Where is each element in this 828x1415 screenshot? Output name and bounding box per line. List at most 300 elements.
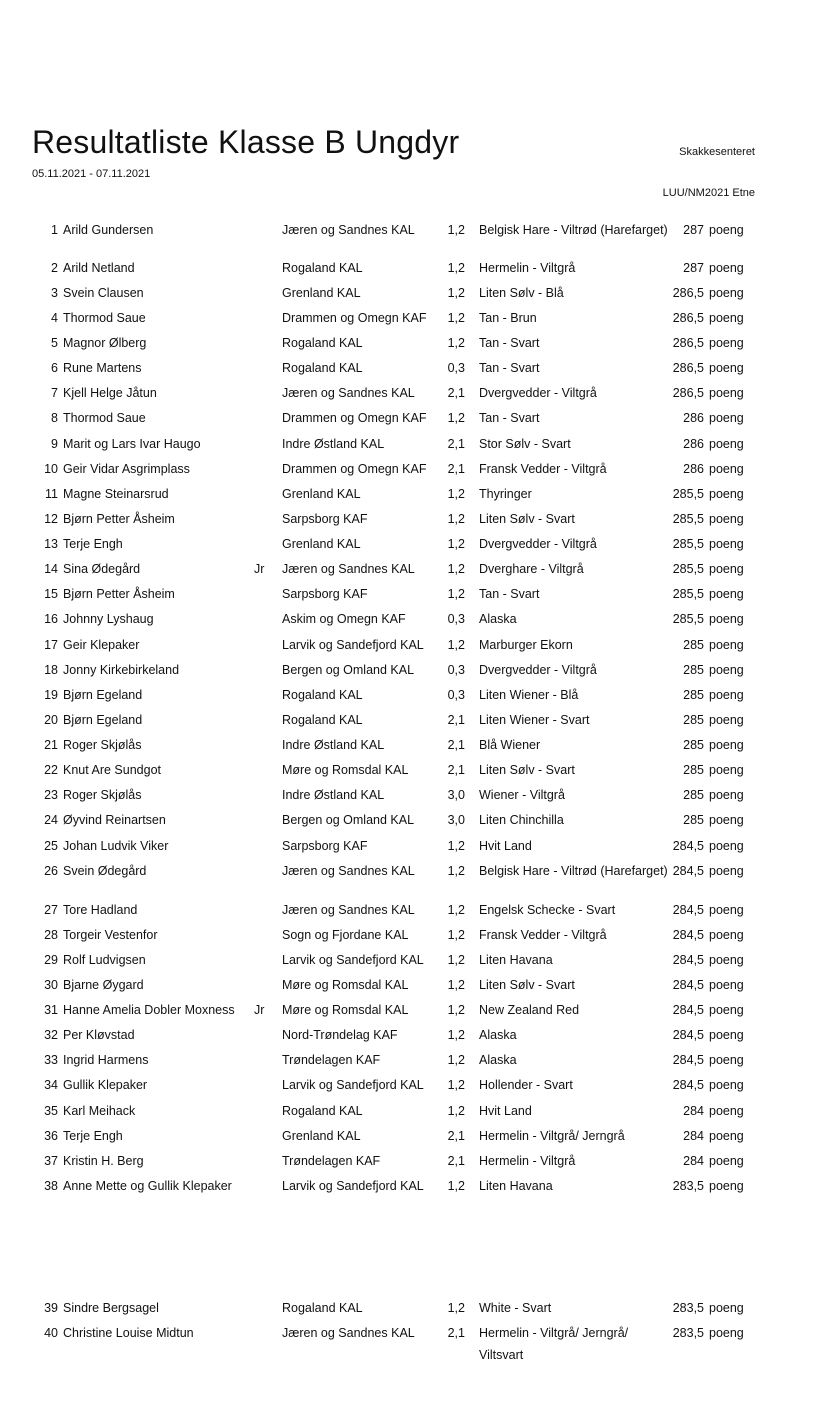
club-name: Jæren og Sandnes KAL (282, 386, 415, 400)
club-name: Grenland KAL (282, 1129, 361, 1143)
result-number: 27 (44, 903, 58, 917)
breed-name: Liten Sølv - Svart (479, 978, 575, 992)
exhibitor-name: Tore Hadland (63, 903, 138, 917)
breed-name: Hermelin - Viltgrå/ Jerngrå/ Viltsvart (479, 1326, 629, 1362)
result-row (0, 1076, 828, 1094)
score-unit: poeng (709, 1053, 744, 1067)
club-name: Jæren og Sandnes KAL (282, 903, 415, 917)
score-unit: poeng (709, 562, 744, 576)
club-name: Rogaland KAL (282, 1301, 363, 1315)
class-value: 1,2 (447, 1179, 465, 1193)
class-value: 1,2 (447, 928, 465, 942)
breed-name: Fransk Vedder - Viltgrå (479, 462, 607, 476)
breed-name: Hvit Land (479, 1104, 532, 1118)
exhibitor-name: Bjørn Petter Åsheim (63, 512, 175, 526)
club-name: Rogaland KAL (282, 1104, 363, 1118)
club-name: Jæren og Sandnes KAL (282, 562, 415, 576)
class-value: 1,2 (447, 839, 465, 853)
breed-name: Liten Sølv - Svart (479, 763, 575, 777)
breed-name: Belgisk Hare - Viltrød (Harefarget) (479, 864, 668, 878)
page-title: Resultatliste Klasse B Ungdyr (32, 124, 460, 160)
club-name: Drammen og Omegn KAF (282, 311, 427, 325)
club-name: Bergen og Omland KAL (282, 813, 415, 827)
breed-name: Dverghare - Viltgrå (479, 562, 584, 576)
score-value: 285 (683, 638, 704, 652)
breed-name: Hermelin - Viltgrå (479, 261, 576, 275)
score-value: 284,5 (672, 903, 704, 917)
score-value: 286 (683, 437, 704, 451)
exhibitor-name: Kjell Helge Jåtun (63, 386, 157, 400)
venue-label: Skakkesenteret (679, 146, 755, 158)
result-row (0, 1102, 828, 1120)
exhibitor-name: Rolf Ludvigsen (63, 953, 146, 967)
class-value: 0,3 (447, 688, 465, 702)
score-value: 284,5 (672, 864, 704, 878)
class-value: 1,2 (447, 411, 465, 425)
exhibitor-name: Bjarne Øygard (63, 978, 144, 992)
result-number: 11 (45, 487, 58, 501)
score-unit: poeng (709, 1154, 744, 1168)
result-number: 17 (44, 638, 58, 652)
club-name: Nord-Trøndelag KAF (282, 1028, 398, 1042)
breed-name: White - Svart (479, 1301, 552, 1315)
score-unit: poeng (709, 953, 744, 967)
score-value: 286,5 (672, 361, 704, 375)
breed-name: Tan - Brun (479, 311, 537, 325)
class-value: 1,2 (447, 978, 465, 992)
result-row (0, 359, 828, 377)
result-number: 18 (44, 663, 58, 677)
exhibitor-name: Geir Vidar Asgrimplass (63, 462, 190, 476)
breed-name: Dvergvedder - Viltgrå (479, 386, 597, 400)
result-number: 36 (44, 1129, 58, 1143)
score-unit: poeng (709, 462, 744, 476)
score-unit: poeng (709, 1129, 744, 1143)
club-name: Grenland KAL (282, 286, 361, 300)
class-value: 1,2 (447, 587, 465, 601)
exhibitor-name: Magnor Ølberg (63, 336, 147, 350)
breed-name: Thyringer (479, 487, 532, 501)
score-unit: poeng (709, 437, 744, 451)
class-value: 0,3 (447, 663, 465, 677)
score-unit: poeng (709, 311, 744, 325)
junior-badge: Jr (254, 562, 265, 576)
score-unit: poeng (709, 663, 744, 677)
score-unit: poeng (709, 928, 744, 942)
result-number: 32 (44, 1028, 58, 1042)
score-value: 284,5 (672, 1053, 704, 1067)
result-row (0, 1127, 828, 1145)
score-value: 283,5 (672, 1326, 704, 1340)
exhibitor-name: Per Kløvstad (63, 1028, 135, 1042)
score-unit: poeng (709, 411, 744, 425)
result-number: 33 (44, 1053, 58, 1067)
breed-name: Blå Wiener (479, 738, 541, 752)
result-number: 3 (51, 286, 58, 300)
class-value: 1,2 (447, 286, 465, 300)
exhibitor-name: Sina Ødegård (63, 562, 141, 576)
class-value: 1,2 (447, 1003, 465, 1017)
score-unit: poeng (709, 763, 744, 777)
score-value: 284,5 (672, 978, 704, 992)
result-row (0, 951, 828, 969)
breed-name: Liten Havana (479, 1179, 553, 1193)
score-value: 285,5 (672, 512, 704, 526)
breed-name: Tan - Svart (479, 361, 540, 375)
class-value: 1,2 (447, 953, 465, 967)
score-value: 285 (683, 713, 704, 727)
class-value: 3,0 (447, 788, 465, 802)
score-unit: poeng (709, 386, 744, 400)
result-row (0, 334, 828, 352)
score-value: 285 (683, 763, 704, 777)
breed-name: Liten Wiener - Svart (479, 713, 590, 727)
class-value: 0,3 (447, 361, 465, 375)
club-name: Indre Østland KAL (282, 738, 385, 752)
score-unit: poeng (709, 638, 744, 652)
result-number: 40 (44, 1326, 58, 1340)
score-unit: poeng (709, 587, 744, 601)
score-unit: poeng (709, 537, 744, 551)
result-row (0, 309, 828, 327)
result-row (0, 221, 828, 239)
exhibitor-name: Magne Steinarsrud (63, 487, 169, 501)
exhibitor-name: Øyvind Reinartsen (63, 813, 166, 827)
club-name: Trøndelagen KAF (282, 1053, 381, 1067)
club-name: Jæren og Sandnes KAL (282, 864, 415, 878)
class-value: 1,2 (447, 638, 465, 652)
class-value: 2,1 (447, 763, 465, 777)
class-value: 2,1 (447, 1326, 465, 1340)
score-unit: poeng (709, 487, 744, 501)
exhibitor-name: Marit og Lars Ivar Haugo (63, 437, 201, 451)
club-name: Møre og Romsdal KAL (282, 978, 409, 992)
club-name: Sarpsborg KAF (282, 587, 368, 601)
result-row (0, 585, 828, 603)
class-value: 0,3 (447, 612, 465, 626)
club-name: Indre Østland KAL (282, 437, 385, 451)
club-name: Trøndelagen KAF (282, 1154, 381, 1168)
junior-badge: Jr (254, 1003, 265, 1017)
breed-name: Engelsk Schecke - Svart (479, 903, 616, 917)
score-value: 285 (683, 813, 704, 827)
score-unit: poeng (709, 361, 744, 375)
class-value: 2,1 (447, 1129, 465, 1143)
result-number: 1 (51, 223, 58, 237)
score-value: 284,5 (672, 928, 704, 942)
club-name: Grenland KAL (282, 487, 361, 501)
breed-name: Alaska (479, 1053, 517, 1067)
club-name: Rogaland KAL (282, 261, 363, 275)
club-name: Drammen og Omegn KAF (282, 462, 427, 476)
exhibitor-name: Johnny Lyshaug (63, 612, 154, 626)
class-value: 1,2 (447, 223, 465, 237)
result-number: 29 (44, 953, 58, 967)
result-row (0, 510, 828, 528)
score-value: 284,5 (672, 953, 704, 967)
result-number: 38 (44, 1179, 58, 1193)
result-row (0, 837, 828, 855)
result-number: 30 (44, 978, 58, 992)
result-row (0, 786, 828, 804)
club-name: Larvik og Sandefjord KAL (282, 1078, 424, 1092)
result-number: 24 (44, 813, 58, 827)
result-number: 19 (44, 688, 58, 702)
club-name: Sarpsborg KAF (282, 512, 368, 526)
score-value: 287 (683, 261, 704, 275)
exhibitor-name: Arild Gundersen (63, 223, 154, 237)
exhibitor-name: Bjørn Egeland (63, 713, 143, 727)
event-label: LUU/NM2021 Etne (662, 187, 755, 199)
result-number: 35 (44, 1104, 58, 1118)
exhibitor-name: Knut Are Sundgot (63, 763, 161, 777)
result-number: 39 (44, 1301, 58, 1315)
result-row (0, 1026, 828, 1044)
result-row (0, 384, 828, 402)
score-value: 286 (683, 411, 704, 425)
breed-name: Alaska (479, 612, 517, 626)
breed-name: Stor Sølv - Svart (479, 437, 571, 451)
breed-name: Belgisk Hare - Viltrød (Harefarget) (479, 223, 668, 237)
score-unit: poeng (709, 813, 744, 827)
score-unit: poeng (709, 612, 744, 626)
class-value: 1,2 (447, 512, 465, 526)
club-name: Indre Østland KAL (282, 788, 385, 802)
exhibitor-name: Svein Ødegård (63, 864, 147, 878)
class-value: 2,1 (447, 386, 465, 400)
result-row (0, 901, 828, 919)
score-unit: poeng (709, 1179, 744, 1193)
class-value: 1,2 (447, 311, 465, 325)
club-name: Rogaland KAL (282, 336, 363, 350)
score-unit: poeng (709, 223, 744, 237)
result-number: 23 (44, 788, 58, 802)
class-value: 1,2 (447, 261, 465, 275)
result-row (0, 409, 828, 427)
result-number: 13 (44, 537, 58, 551)
breed-name: Alaska (479, 1028, 517, 1042)
club-name: Rogaland KAL (282, 713, 363, 727)
score-unit: poeng (709, 1028, 744, 1042)
result-row (0, 535, 828, 553)
score-value: 286,5 (672, 336, 704, 350)
result-row (0, 661, 828, 679)
club-name: Rogaland KAL (282, 688, 363, 702)
club-name: Askim og Omegn KAF (282, 612, 406, 626)
breed-name: Dvergvedder - Viltgrå (479, 537, 597, 551)
score-unit: poeng (709, 286, 744, 300)
score-value: 283,5 (672, 1301, 704, 1315)
class-value: 1,2 (447, 1053, 465, 1067)
exhibitor-name: Roger Skjølås (63, 738, 142, 752)
class-value: 2,1 (447, 1154, 465, 1168)
result-row (0, 485, 828, 503)
score-unit: poeng (709, 903, 744, 917)
exhibitor-name: Thormod Saue (63, 311, 146, 325)
class-value: 1,2 (447, 487, 465, 501)
class-value: 1,2 (447, 864, 465, 878)
score-unit: poeng (709, 512, 744, 526)
result-row (0, 435, 828, 453)
result-row (0, 1051, 828, 1069)
exhibitor-name: Kristin H. Berg (63, 1154, 144, 1168)
score-value: 284 (683, 1104, 704, 1118)
class-value: 1,2 (447, 336, 465, 350)
result-row (0, 259, 828, 277)
score-value: 285,5 (672, 537, 704, 551)
class-value: 3,0 (447, 813, 465, 827)
result-number: 26 (44, 864, 58, 878)
breed-name: Liten Sølv - Svart (479, 512, 575, 526)
exhibitor-name: Terje Engh (63, 1129, 123, 1143)
result-row (0, 736, 828, 754)
score-value: 287 (683, 223, 704, 237)
class-value: 2,1 (447, 713, 465, 727)
score-value: 286,5 (672, 286, 704, 300)
club-name: Larvik og Sandefjord KAL (282, 1179, 424, 1193)
result-row (0, 926, 828, 944)
exhibitor-name: Thormod Saue (63, 411, 146, 425)
breed-name: Hermelin - Viltgrå/ Jerngrå (479, 1129, 625, 1143)
score-unit: poeng (709, 1301, 744, 1315)
breed-name: Dvergvedder - Viltgrå (479, 663, 597, 677)
club-name: Jæren og Sandnes KAL (282, 223, 415, 237)
score-value: 285,5 (672, 612, 704, 626)
result-number: 14 (44, 562, 58, 576)
club-name: Rogaland KAL (282, 361, 363, 375)
class-value: 1,2 (447, 562, 465, 576)
result-number: 6 (51, 361, 58, 375)
exhibitor-name: Christine Louise Midtun (63, 1326, 194, 1340)
club-name: Larvik og Sandefjord KAL (282, 638, 424, 652)
result-row (0, 1299, 828, 1317)
club-name: Grenland KAL (282, 537, 361, 551)
exhibitor-name: Karl Meihack (63, 1104, 136, 1118)
club-name: Sogn og Fjordane KAL (282, 928, 409, 942)
exhibitor-name: Sindre Bergsagel (63, 1301, 159, 1315)
result-row (0, 560, 828, 578)
exhibitor-name: Anne Mette og Gullik Klepaker (63, 1179, 232, 1193)
exhibitor-name: Ingrid Harmens (63, 1053, 149, 1067)
exhibitor-name: Bjørn Petter Åsheim (63, 587, 175, 601)
exhibitor-name: Geir Klepaker (63, 638, 140, 652)
score-value: 284,5 (672, 1028, 704, 1042)
score-value: 284 (683, 1129, 704, 1143)
exhibitor-name: Torgeir Vestenfor (63, 928, 158, 942)
class-value: 1,2 (447, 1104, 465, 1118)
breed-name: Tan - Svart (479, 587, 540, 601)
club-name: Drammen og Omegn KAF (282, 411, 427, 425)
result-row (0, 686, 828, 704)
score-unit: poeng (709, 1003, 744, 1017)
result-row (0, 1001, 828, 1019)
score-value: 286 (683, 462, 704, 476)
exhibitor-name: Arild Netland (63, 261, 135, 275)
class-value: 2,1 (447, 462, 465, 476)
exhibitor-name: Svein Clausen (63, 286, 144, 300)
club-name: Møre og Romsdal KAL (282, 763, 409, 777)
breed-name: Wiener - Viltgrå (479, 788, 565, 802)
score-unit: poeng (709, 1104, 744, 1118)
score-unit: poeng (709, 738, 744, 752)
result-number: 15 (44, 587, 58, 601)
score-value: 285 (683, 663, 704, 677)
breed-name: Liten Sølv - Blå (479, 286, 564, 300)
result-row (0, 761, 828, 779)
result-number: 10 (44, 462, 58, 476)
result-number: 7 (51, 386, 58, 400)
result-number: 34 (44, 1078, 58, 1092)
result-number: 28 (44, 928, 58, 942)
class-value: 1,2 (447, 1301, 465, 1315)
score-value: 285 (683, 688, 704, 702)
result-number: 31 (44, 1003, 58, 1017)
score-value: 285,5 (672, 587, 704, 601)
breed-name: Marburger Ekorn (479, 638, 573, 652)
result-number: 4 (51, 311, 58, 325)
club-name: Bergen og Omland KAL (282, 663, 415, 677)
score-value: 285 (683, 788, 704, 802)
class-value: 2,1 (447, 437, 465, 451)
result-row (0, 1177, 828, 1195)
result-number: 37 (44, 1154, 58, 1168)
breed-name: Fransk Vedder - Viltgrå (479, 928, 607, 942)
result-number: 25 (44, 839, 58, 853)
result-row (0, 610, 828, 628)
result-number: 21 (44, 738, 58, 752)
score-value: 284 (683, 1154, 704, 1168)
result-number: 8 (51, 411, 58, 425)
exhibitor-name: Hanne Amelia Dobler Moxness (63, 1003, 235, 1017)
class-value: 1,2 (447, 1078, 465, 1092)
score-value: 284,5 (672, 1003, 704, 1017)
breed-name: Tan - Svart (479, 411, 540, 425)
score-unit: poeng (709, 336, 744, 350)
score-value: 284,5 (672, 839, 704, 853)
class-value: 2,1 (447, 738, 465, 752)
class-value: 1,2 (447, 903, 465, 917)
score-value: 285 (683, 738, 704, 752)
score-unit: poeng (709, 261, 744, 275)
score-unit: poeng (709, 1078, 744, 1092)
club-name: Larvik og Sandefjord KAL (282, 953, 424, 967)
score-value: 285,5 (672, 487, 704, 501)
breed-name: Liten Wiener - Blå (479, 688, 579, 702)
breed-name: Liten Havana (479, 953, 553, 967)
score-value: 284,5 (672, 1078, 704, 1092)
breed-name: Liten Chinchilla (479, 813, 564, 827)
class-value: 1,2 (447, 1028, 465, 1042)
exhibitor-name: Bjørn Egeland (63, 688, 143, 702)
club-name: Møre og Romsdal KAL (282, 1003, 409, 1017)
result-row (0, 460, 828, 478)
score-unit: poeng (709, 864, 744, 878)
score-unit: poeng (709, 788, 744, 802)
result-row (0, 976, 828, 994)
score-value: 285,5 (672, 562, 704, 576)
breed-name: Hollender - Svart (479, 1078, 573, 1092)
result-number: 9 (51, 437, 58, 451)
result-number: 12 (44, 512, 58, 526)
score-unit: poeng (709, 688, 744, 702)
breed-name: Tan - Svart (479, 336, 540, 350)
date-range: 05.11.2021 - 07.11.2021 (32, 168, 151, 180)
exhibitor-name: Rune Martens (63, 361, 142, 375)
result-number: 22 (44, 763, 58, 777)
result-row (0, 1152, 828, 1170)
result-row (0, 284, 828, 302)
result-number: 16 (44, 612, 58, 626)
